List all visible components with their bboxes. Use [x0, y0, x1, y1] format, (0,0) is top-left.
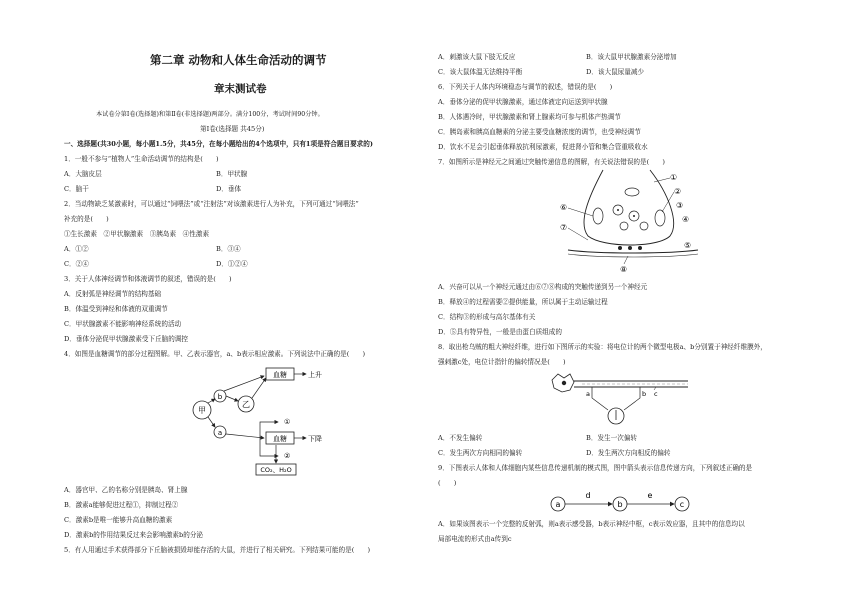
page-title: 第二章 动物和人体生命活动的调节 [150, 53, 327, 67]
point-b-label: b [642, 390, 647, 398]
q1-stem: 1．一般不参与“植物人”生命活动调节的结构是( ) [64, 155, 219, 163]
q2-option-c: C．②④ [64, 260, 89, 268]
q6-option-a: A．垂体分泌的促甲状腺激素，通过体液定向运送到甲状腺 [438, 98, 608, 106]
mitochondrion [655, 210, 665, 226]
q9-option-a-line2: 局部电流的形式由a传到c [438, 535, 512, 543]
hormone-a-label: a [217, 429, 223, 437]
postsynaptic-membrane [568, 250, 698, 253]
mitochondrion [593, 208, 603, 224]
q9-stem-line2: ( ) [438, 479, 457, 487]
fall-label: 下降 [308, 435, 322, 443]
label-5: ⑤ [684, 241, 692, 250]
q2-stem-line1: 2．当动物缺乏某激素时，可以通过“饲喂法”或“注射法”对该激素进行人为补充，下列可通过“饲喂法” [64, 200, 359, 208]
process-2-label: ② [284, 452, 291, 460]
presynaptic-terminal [584, 170, 674, 245]
q8-option-d: D．发生两次方向相反的偏转 [586, 449, 671, 457]
q4-option-c: C．激素b是唯一能够升高血糖的激素 [64, 516, 173, 524]
q5-option-b: B．该大鼠甲状腺激素分泌增加 [586, 53, 677, 61]
q1-option-d: D．垂体 [216, 185, 242, 193]
q5-stem: 5．有人用通过手术获得部分下丘脑被损毁却能存活的大鼠，并进行了相关研究。下列结果可能的是( ) [64, 546, 371, 554]
q7-option-a: A．兴奋可以从一个神经元通过由⑥⑦⑧构成的突触传递到另一个神经元 [438, 283, 648, 291]
q2-option-a: A．①② [64, 245, 89, 253]
q8-option-b: B．发生一次偏转 [586, 434, 638, 442]
receptor [628, 246, 632, 250]
exam-note: 本试卷分第Ⅰ卷(选择题)和第Ⅱ卷(非选择题)两部分。满分100分，考试时间90分钟。 [96, 111, 324, 118]
label-8: ⑧ [620, 265, 628, 274]
point-c-label: c [654, 390, 658, 398]
q8-stem-line1: 8．取出枪乌贼的粗大神经纤维，进行如下图所示的实验：将电位计的两个微型电极a、b分别置于神经纤维膜外， [438, 343, 767, 351]
nerve-fiber-diagram [542, 368, 692, 428]
q2-option-d: D．①②④ [216, 260, 248, 268]
blood-sugar-top-label: 血糖 [273, 371, 287, 379]
node-b-label: b [617, 500, 623, 509]
label-6: ⑥ [560, 203, 568, 212]
q3-option-d: D．垂体分泌促甲状腺激素受下丘脑的调控 [64, 335, 188, 343]
receptor [638, 246, 642, 250]
organ-yi-label: 乙 [242, 400, 250, 409]
electrode-b-wire [624, 387, 640, 410]
q6-option-d: D．饮水不足会引起垂体释放抗利尿激素，促进肾小管和集合管重吸收水 [438, 143, 648, 151]
q4-stem: 4．如图是血糖调节的部分过程图解。甲、乙表示器官，a、b表示相应激素。下列说法中正确的是( ) [64, 350, 366, 358]
q7-stem: 7．如图所示是神经元之间通过突触传递信息的图解，有关说法错误的是( ) [438, 158, 665, 166]
q4-option-a: A．器官甲、乙的名称分别是胰岛、肾上腺 [64, 486, 188, 494]
label-1: ① [670, 173, 678, 182]
vesicle [640, 222, 648, 230]
vesicle [620, 222, 628, 230]
mitochondrion [625, 188, 639, 196]
receptor [618, 246, 622, 250]
q8-stem-line2: 强刺激c处，电位计指针的偏转情况是( ) [438, 358, 566, 366]
synapse-diagram [558, 168, 708, 276]
q3-stem: 3．关于人体神经调节和体液调节的叙述，错误的是( ) [64, 275, 232, 283]
electrode-a-wire [592, 387, 608, 410]
q6-stem: 6．下列关于人体内环境稳态与调节的叙述，错误的是( ) [438, 83, 613, 91]
co2-label: CO₂、H₂O [260, 466, 292, 474]
q2-stem-line2: 补充的是( ) [64, 215, 109, 223]
arrow-d-label: d [585, 491, 591, 500]
point-a-label: a [586, 390, 590, 398]
process-1-label: ① [284, 418, 291, 426]
q2-option-b: B．③④ [216, 245, 241, 253]
q8-option-a: A．不发生偏转 [438, 434, 483, 442]
q7-option-b: B．释放④的过程需要②提供能量，所以属于主动运输过程 [438, 298, 608, 306]
signal-transfer-diagram [546, 488, 696, 518]
instruction: 一、选择题(共30小题，每小题1.5分，共45分，在每小题给出的4个选项中，只有1项是符合题目要求的) [64, 140, 373, 148]
q5-option-a: A．刺激该大鼠下肢无反应 [438, 53, 516, 61]
node-c-label: c [679, 500, 685, 509]
section-heading: 第Ⅰ卷(选择题 共45分) [200, 125, 265, 133]
q7-option-d: D．⑤具有特异性，一般是由蛋白质组成的 [438, 328, 562, 336]
q3-option-a: A．反射弧是神经调节的结构基础 [64, 290, 162, 298]
node-a-label: a [555, 500, 561, 509]
q4-option-b: B．激素a能够促进过程①，抑制过程② [64, 501, 179, 509]
organ-jia-label: 甲 [198, 406, 206, 415]
page-subtitle: 章末测试卷 [214, 83, 267, 95]
q3-option-c: C．甲状腺激素不能影响神经系统的活动 [64, 320, 182, 328]
hormone-b-label: b [217, 393, 223, 401]
label-3: ③ [676, 201, 684, 210]
q5-option-d: D．该大鼠尿量减少 [586, 68, 645, 76]
q6-option-b: B．人体遇冷时，甲状腺激素和肾上腺素均可参与机体产热调节 [438, 113, 621, 121]
q8-option-c: C．发生两次方向相同的偏转 [438, 449, 523, 457]
label-2: ② [674, 187, 682, 196]
blood-sugar-diagram [190, 364, 340, 476]
q6-option-c: C．胰岛素和胰高血糖素的分泌主要受血糖浓度的调节，也受神经调节 [438, 128, 641, 136]
q1-option-b: B．甲状腺 [216, 170, 248, 178]
q5-option-c: C．该大鼠体温无法维持平衡 [438, 68, 523, 76]
q2-items: ①生长激素 ②甲状腺激素 ③胰岛素 ④性激素 [64, 230, 210, 238]
blood-sugar-bottom-label: 血糖 [273, 435, 287, 443]
q3-option-b: B．体温受到神经和体液的双重调节 [64, 305, 168, 313]
q1-option-c: C．脑干 [64, 185, 89, 193]
rise-label: 上升 [308, 371, 322, 379]
q1-option-a: A．大脑皮层 [64, 170, 102, 178]
arrow-e-label: e [647, 491, 653, 500]
q7-option-c: C．结构③的形成与高尔基体有关 [438, 313, 536, 321]
q9-stem-line1: 9．下图表示人体和人体细胞内某些信息传递机制的模式图，图中箭头表示信息传递方向，下列叙述正确的是 [438, 464, 753, 472]
label-7: ⑦ [560, 223, 568, 232]
label-4: ④ [682, 215, 690, 224]
q4-option-d: D．激素b的作用结果反过来会影响激素b的分泌 [64, 531, 204, 539]
q9-option-a-line1: A．如果该图表示一个完整的反射弧，则a表示感受器，b表示神经中枢，c表示效应器，且其中的信息均以 [438, 520, 745, 528]
